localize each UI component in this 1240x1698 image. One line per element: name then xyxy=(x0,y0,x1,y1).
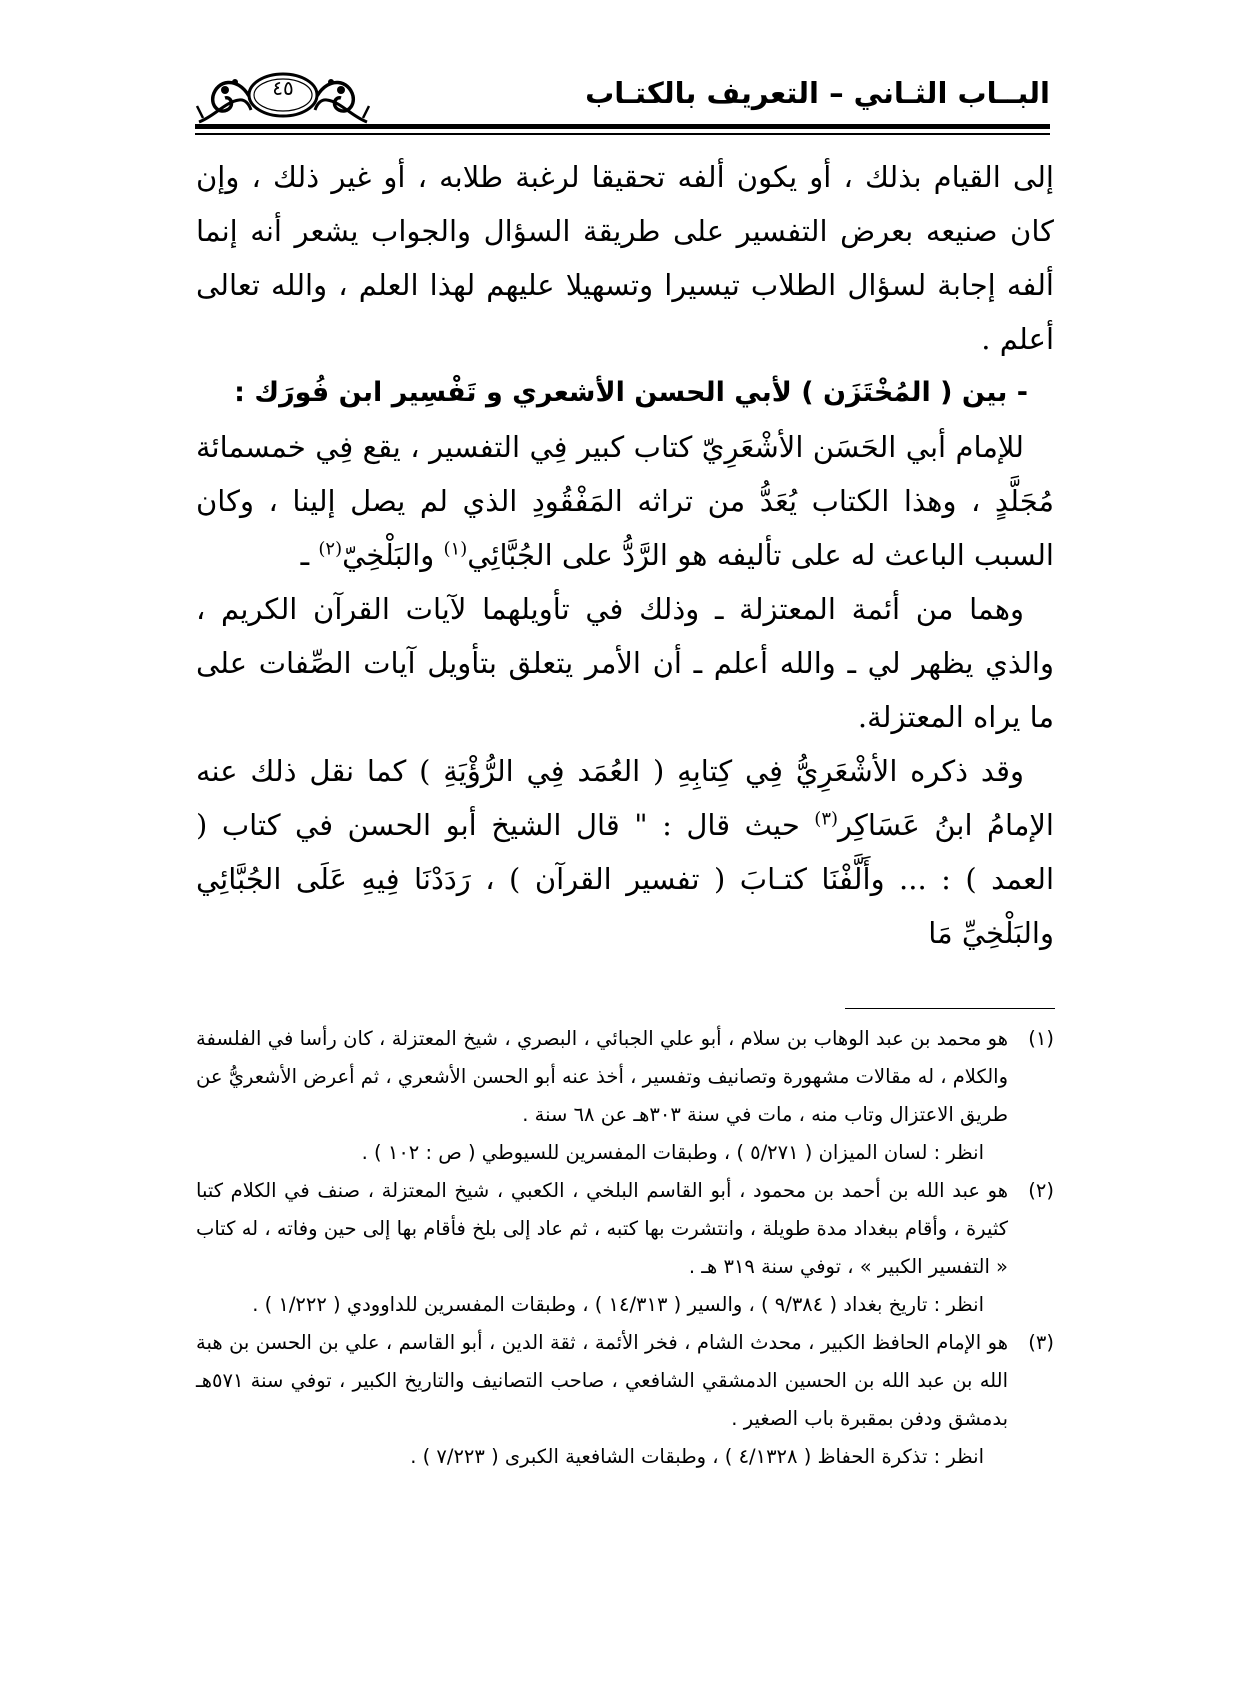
page-header xyxy=(195,62,1050,130)
footnote-ref-3: (٣) xyxy=(814,808,839,830)
footnote-1 xyxy=(196,1020,1054,1172)
header-rule-thick xyxy=(195,124,1050,129)
paragraph-4-text-a: وقد ذكره الأشْعَرِيُّ فِي كِتابِهِ ( العُمَد فِي الرُّؤْيَةِ ) كما نقل ذلك عنه الإمامُ ابنُ عَسَاكِر xyxy=(196,754,1054,842)
header-rule-thin xyxy=(195,133,1050,135)
paragraph-2 xyxy=(196,420,1054,582)
page-number: ٤٥ xyxy=(272,76,294,100)
paragraph-2-text-c: ـ xyxy=(300,538,319,572)
footnote-number: (٢) xyxy=(1028,1179,1054,1202)
footnote-reference: انظر : تاريخ بغداد ( ٩/٣٨٤ ) ، والسير ( ١٤/٣١٣ ) ، وطبقات المفسرين للداوودي ( ١/٢٢٢ ) . xyxy=(252,1293,984,1316)
footnote-2 xyxy=(196,1172,1054,1324)
chapter-title: البــاب الثـاني – التعريف بالكتـاب xyxy=(585,76,1050,110)
footnote-ref-2: (٢) xyxy=(318,538,343,560)
paragraph-3: وهما من أئمة المعتزلة ـ وذلك في تأويلهما لآيات القرآن الكريم ، والذي يظهر لي ـ والله أعلم ـ أن الأمر يتعلق بتأويل آيات الصِّفات على ما يراه المعتزلة. xyxy=(196,592,1054,734)
footnote-reference: انظر : لسان الميزان ( ٥/٢٧١ ) ، وطبقات المفسرين للسيوطي ( ص : ١٠٢ ) . xyxy=(361,1141,984,1164)
paragraph-2-text-a: للإمام أبي الحَسَن الأشْعَرِيّ كتاب كبير فِي التفسير ، يقع فِي خمسمائة مُجَلَّدٍ ، وهذا الكتاب يُعَدُّ من تراثه المَفْقُودِ الذي لم يصل إلينا ، وكان السبب الباعث له على تأليفه هو الرَّدُّ على الجُبَّائِي xyxy=(196,430,1054,572)
section-subheading: - بين ( المُخْتَزَن ) لأبي الحسن الأشعري و تَفْسِير ابن فُورَك : xyxy=(234,377,1028,408)
footnote-3 xyxy=(196,1324,1054,1476)
footnotes xyxy=(196,1020,1054,1476)
paragraph-1: إلى القيام بذلك ، أو يكون ألفه تحقيقا لرغبة طلابه ، أو غير ذلك ، وإن كان صنيعه بعرض التفسير على طريقة السؤال والجواب يشعر أنه إنما ألفه إجابة لسؤال الطلاب تيسيرا وتسهيلا عليهم لهذا العلم ، والله تعالى أعلم . xyxy=(196,160,1054,356)
footnote-number: (١) xyxy=(1028,1027,1054,1050)
footnote-reference: انظر : تذكرة الحفاظ ( ٤/١٣٢٨ ) ، وطبقات الشافعية الكبرى ( ٧/٢٢٣ ) . xyxy=(410,1445,984,1468)
main-text xyxy=(196,150,1054,960)
paragraph-4-text-b: حيث قال : " قال الشيخ أبو الحسن في كتاب ( العمد ) : ... وأَلَّفْنَا كتـابَ ( تفسير القرآن ) ، رَدَدْنَا فِيهِ عَلَى الجُبَّائِي والبَلْخِيِّ مَا xyxy=(196,808,1054,950)
footnote-text: هو محمد بن عبد الوهاب بن سلام ، أبو علي الجبائي ، البصري ، شيخ المعتزلة ، كان رأسا في الفلسفة والكلام ، له مقالات مشهورة وتصانيف وتفسير ، أخذ عنه أبو الحسن الأشعري ، ثم أعرض الأشعريُّ عن طريق الاعتزال وتاب منه ، مات في سنة ٣٠٣هـ عن ٦٨ سنة . xyxy=(196,1027,1008,1126)
footnote-ref-1: (١) xyxy=(443,538,468,560)
footnote-number: (٣) xyxy=(1028,1331,1054,1354)
paragraph-4 xyxy=(196,744,1054,960)
footnote-separator xyxy=(845,1008,1055,1009)
paragraph-2-text-b: والبَلْخِيّ xyxy=(342,538,444,572)
footnote-text: هو عبد الله بن أحمد بن محمود ، أبو القاسم البلخي ، الكعبي ، شيخ المعتزلة ، صنف في الكلام كتبا كثيرة ، وأقام ببغداد مدة طويلة ، وانتشرت بها كتبه ، ثم عاد إلى بلخ فأقام بها إلى حين وفاته ، له كتاب « التفسير الكبير » ، توفي سنة ٣١٩ هـ . xyxy=(196,1179,1008,1278)
footnote-text: هو الإمام الحافظ الكبير ، محدث الشام ، فخر الأئمة ، ثقة الدين ، أبو القاسم ، علي بن الحسن بن هبة الله بن عبد الله بن الحسين الدمشقي الشافعي ، صاحب التصانيف والتاريخ الكبير ، توفي سنة ٥٧١هـ بدمشق ودفن بمقبرة باب الصغير . xyxy=(196,1331,1008,1430)
